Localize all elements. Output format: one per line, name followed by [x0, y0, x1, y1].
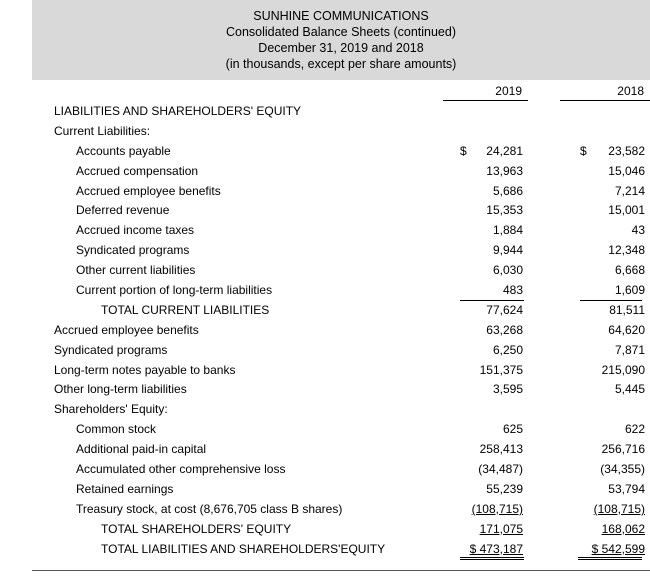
value-2018: 215,090 — [601, 362, 645, 377]
value-2019: 625 — [502, 422, 523, 437]
company-name: SUNHINE COMMUNICATIONS — [253, 9, 429, 23]
total-label: TOTAL SHAREHOLDERS' EQUITY — [101, 521, 292, 536]
year-header-row — [0, 80, 650, 102]
value-2019: (34,487) — [478, 462, 523, 477]
table-row — [0, 380, 650, 400]
value-2019: 13,963 — [486, 163, 523, 178]
table-row — [0, 341, 650, 361]
value-2018: 6,668 — [614, 263, 645, 278]
table-row — [0, 540, 650, 560]
table-row — [0, 182, 650, 202]
statement-date: December 31, 2019 and 2018 — [258, 41, 424, 55]
value-2018: (108,715) — [593, 501, 645, 516]
table-row — [0, 221, 650, 241]
value-2018: 15,046 — [608, 163, 645, 178]
value-2019: 6,030 — [492, 263, 523, 278]
table-row — [0, 321, 650, 341]
table-row — [0, 301, 650, 321]
value-2019: 151,375 — [479, 362, 523, 377]
year-2018-rule — [560, 100, 650, 101]
value-2018: 43 — [631, 223, 645, 238]
value-2018: 7,871 — [614, 342, 645, 357]
balance-sheet-table — [0, 102, 650, 559]
value-2019: 1,884 — [492, 223, 523, 238]
table-row — [0, 361, 650, 381]
table-row — [0, 261, 650, 281]
value-2019: 9,944 — [492, 243, 523, 258]
value-2019: 63,268 — [486, 322, 523, 337]
row-label: Deferred revenue — [76, 203, 170, 218]
value-2018: 168,062 — [601, 521, 645, 536]
value-2019: $ 473,187 — [469, 541, 523, 556]
row-label: Accrued employee benefits — [76, 183, 221, 198]
table-row — [0, 480, 650, 500]
value-2018: 64,620 — [608, 322, 645, 337]
table-row — [0, 420, 650, 440]
table-row — [0, 102, 650, 122]
row-label: Syndicated programs — [54, 342, 168, 357]
table-row — [0, 122, 650, 142]
value-2019: 5,686 — [492, 183, 523, 198]
dollar-sign: $ — [460, 143, 467, 158]
value-2019: 15,353 — [486, 203, 523, 218]
table-row — [0, 201, 650, 221]
value-2019: 258,413 — [479, 442, 523, 457]
total-label: TOTAL CURRENT LIABILITIES — [101, 302, 270, 317]
dollar-sign: $ — [580, 143, 587, 158]
row-label: Other long-term liabilities — [54, 382, 187, 397]
statement-units: (in thousands, except per share amounts) — [225, 57, 457, 71]
table-row — [0, 500, 650, 520]
row-label: Additional paid-in capital — [76, 442, 207, 457]
year-2018-header: 2018 — [617, 84, 644, 98]
row-label: Syndicated programs — [76, 243, 190, 258]
value-2018: 5,445 — [614, 382, 645, 397]
row-label: Accrued income taxes — [76, 223, 195, 238]
value-2019: 6,250 — [492, 342, 523, 357]
value-2018: (34,355) — [600, 462, 645, 477]
statement-header — [32, 0, 650, 80]
table-row — [0, 400, 650, 420]
value-2019: 171,075 — [479, 521, 523, 536]
value-2019: 483 — [502, 283, 523, 298]
value-2018: 12,348 — [608, 243, 645, 258]
value-2019: 3,595 — [492, 382, 523, 397]
value-2018: 256,716 — [601, 442, 645, 457]
subsection-heading: Shareholders' Equity: — [54, 402, 168, 417]
value-2018: 7,214 — [614, 183, 645, 198]
value-2019: 24,281 — [486, 143, 523, 158]
subsection-heading: Current Liabilities: — [54, 123, 151, 138]
table-row — [0, 142, 650, 162]
bottom-rule — [32, 570, 650, 571]
grand-total-label: TOTAL LIABILITIES AND SHAREHOLDERS'EQUITY — [101, 541, 386, 556]
double-rule-2019 — [460, 557, 524, 560]
row-label: Accrued compensation — [76, 163, 199, 178]
table-row — [0, 162, 650, 182]
row-label: Accrued employee benefits — [54, 322, 199, 337]
row-label: Accounts payable — [76, 143, 171, 158]
value-2018: 81,511 — [609, 302, 645, 317]
value-2018: 1,609 — [614, 283, 645, 298]
row-label: Accumulated other comprehensive loss — [76, 462, 286, 477]
year-2019-header: 2019 — [495, 84, 522, 98]
statement-title: Consolidated Balance Sheets (continued) — [225, 25, 456, 39]
double-rule-2018 — [578, 557, 642, 560]
value-2018: $ 542,599 — [591, 541, 645, 556]
year-2019-rule — [443, 100, 528, 101]
value-2018: 23,582 — [608, 143, 645, 158]
value-2018: 622 — [624, 422, 645, 437]
table-row — [0, 440, 650, 460]
value-2019: 55,239 — [486, 481, 523, 496]
value-2018: 53,794 — [608, 481, 645, 496]
row-label: Common stock — [76, 422, 157, 437]
row-label: Retained earnings — [76, 481, 174, 496]
table-row — [0, 281, 650, 301]
table-row — [0, 520, 650, 540]
value-2019: (108,715) — [471, 501, 523, 516]
value-2018: 15,001 — [608, 203, 645, 218]
row-label: Treasury stock, at cost (8,676,705 class B shares) — [76, 501, 343, 516]
section-heading: LIABILITIES AND SHAREHOLDERS' EQUITY — [54, 104, 302, 118]
row-label: Long-term notes payable to banks — [54, 362, 236, 377]
row-label: Current portion of long-term liabilities — [76, 283, 273, 298]
value-2019: 77,624 — [486, 302, 523, 317]
table-row — [0, 241, 650, 261]
row-label: Other current liabilities — [76, 263, 196, 278]
table-row — [0, 460, 650, 480]
